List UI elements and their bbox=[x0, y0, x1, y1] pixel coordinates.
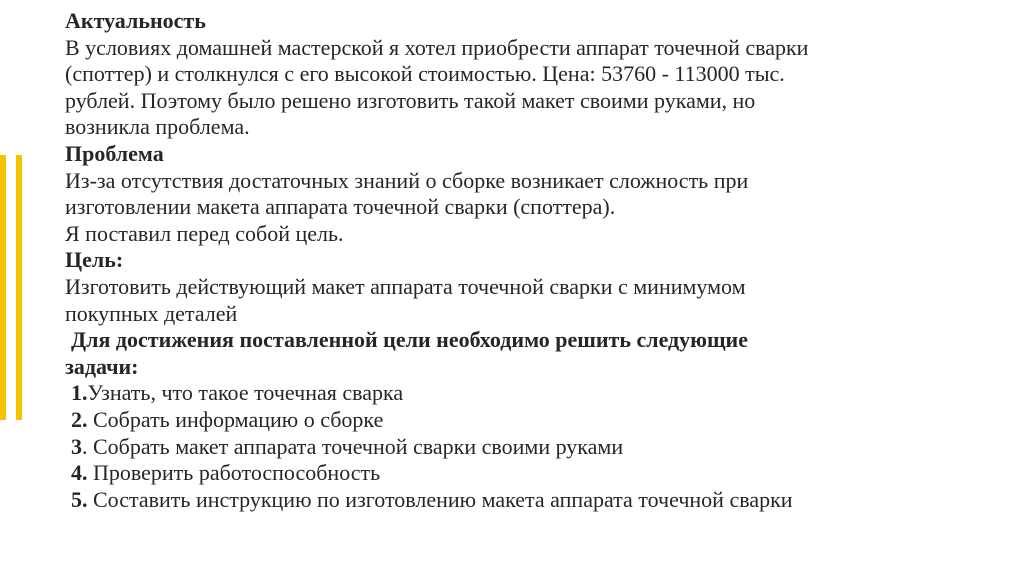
tasks-heading: Для достижения поставленной цели необходимо решить следующие bbox=[71, 327, 748, 353]
task-text: Проверить работоспособность bbox=[87, 460, 381, 486]
task-number: 5. bbox=[71, 486, 88, 512]
relevance-line: В условиях домашней мастерской я хотел приобрести аппарат точечной сварки bbox=[65, 34, 809, 60]
task-item bbox=[65, 487, 995, 514]
task-item bbox=[65, 407, 995, 434]
goal-line: Изготовить действующий макет аппарата точечной сварки с минимумом bbox=[65, 273, 746, 299]
goal-heading: Цель: bbox=[65, 247, 124, 273]
relevance-heading: Актуальность bbox=[65, 8, 206, 33]
relevance-line: рублей. Поэтому было решено изготовить такой макет своими руками, но bbox=[65, 87, 756, 113]
problem-line: изготовлении макета аппарата точечной сварки (споттера). bbox=[65, 194, 616, 220]
task-item bbox=[65, 434, 995, 461]
problem-line: Из-за отсутствия достаточных знаний о сборке возникает сложность при bbox=[65, 167, 749, 193]
goal-line: покупных деталей bbox=[65, 300, 238, 326]
task-item bbox=[65, 460, 995, 487]
task-number: 2. bbox=[71, 406, 88, 432]
accent-bar-right bbox=[16, 155, 22, 420]
task-text: Составить инструкцию по изготовлению макета аппарата точечной сварки bbox=[87, 486, 793, 512]
relevance-line: возникла проблема. bbox=[65, 114, 250, 140]
task-number: 4. bbox=[71, 460, 88, 486]
problem-line: Я поставил перед собой цель. bbox=[65, 220, 344, 246]
slide-content bbox=[65, 8, 995, 513]
relevance-line: (споттер) и столкнулся с его высокой стоимостью. Цена: 53760 - 113000 тыс. bbox=[65, 61, 785, 87]
task-item bbox=[65, 380, 995, 407]
tasks-heading: задачи: bbox=[65, 353, 139, 379]
task-text: . Собрать макет аппарата точечной сварки своими руками bbox=[82, 433, 624, 459]
problem-heading: Проблема bbox=[65, 140, 164, 166]
task-number: 3 bbox=[71, 433, 82, 459]
task-text: Узнать, что такое точечная сварка bbox=[87, 380, 404, 406]
accent-bar-left bbox=[0, 155, 6, 420]
task-text: Собрать информацию о сборке bbox=[87, 406, 384, 432]
task-number: 1. bbox=[71, 380, 88, 406]
